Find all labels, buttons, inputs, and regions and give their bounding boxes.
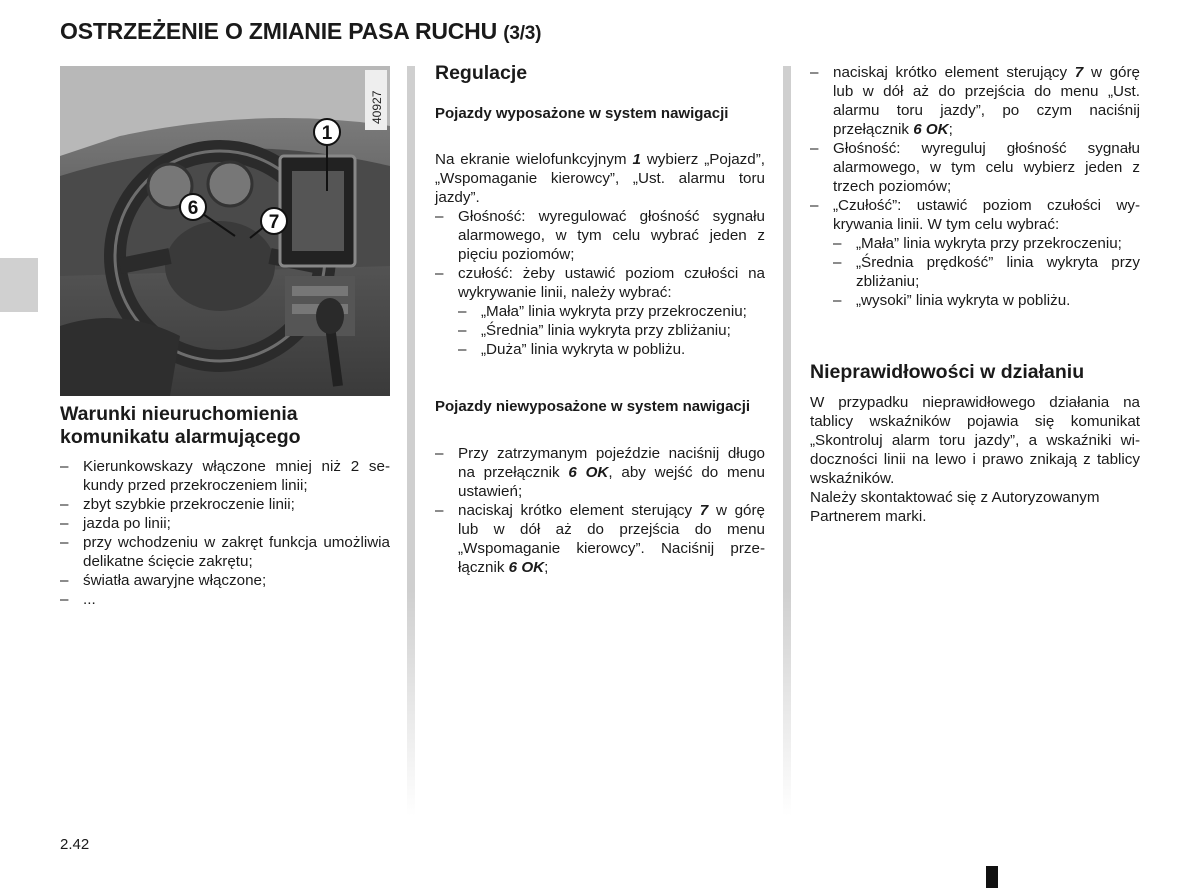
button-ref: 6 OK — [508, 559, 545, 576]
image-code: 40927 — [370, 90, 384, 124]
sublist-item: – „Średnia prędkość” linia wykryta przy zbliżaniu; — [833, 253, 1140, 291]
sensitivity-sublist — [458, 302, 765, 359]
list-item-text: , aby wejść do menu ustawień; — [458, 464, 765, 500]
right-settings-list — [810, 63, 1140, 310]
list-item: – przy wchodzeniu w zakręt funkcja umożliwia delikatne ścięcie zakrętu; — [60, 533, 390, 571]
list-item: – światła awaryjne włączone; — [60, 571, 390, 590]
list-item — [810, 196, 1140, 310]
list-item-text: „Czułość”: ustawić poziom czułości wykrywania linii. W tym celu wybrać: — [833, 197, 1140, 233]
callout-1: 1 — [321, 123, 333, 144]
callout-7: 7 — [268, 212, 280, 233]
nav-settings-list — [435, 207, 765, 359]
page-title-text: OSTRZEŻENIE O ZMIANIE PASA RUCHU — [60, 18, 498, 44]
no-nav-list-wrap — [435, 444, 765, 577]
sensitivity-sublist — [833, 234, 1140, 310]
list-item: – jazda po linii; — [60, 514, 390, 533]
list-item-text: ; — [544, 559, 549, 576]
nav-intro-text: Na ekranie wielofunkcyjnym — [435, 151, 633, 168]
button-ref: 6 OK — [568, 464, 609, 481]
callout-6: 6 — [187, 198, 199, 219]
conditions-list — [60, 457, 390, 609]
list-item-text: w górę lub w dół aż do przejścia do menu „Ust. alarmu toru jazdy”, po czym naciśnij przełącznik — [833, 64, 1140, 138]
nav-intro — [435, 150, 765, 207]
sublist-item: – „wysoki” linia wykryta w pobliżu. — [833, 291, 1140, 310]
nav-intro-text: wybierz „Pojazd”, „Wspomaganie kierowcy”, „Ust. alarmu toru jazdy”. — [435, 151, 765, 206]
no-nav-list — [435, 444, 765, 577]
dashboard-illustration — [60, 66, 390, 396]
nav-list-wrap — [435, 207, 765, 359]
list-item: – ... — [60, 590, 390, 609]
list-item — [435, 501, 765, 577]
page-title — [60, 18, 541, 45]
list-item: – Głośność: wyregulować głośność sygnału alarmowego, w tym celu wybrać jeden z pięciu poziomów; — [435, 207, 765, 264]
page-title-part: (3/3) — [503, 23, 542, 44]
section-heading-regulacje: Regulacje — [435, 62, 528, 84]
subheading-with-nav: Pojazdy wyposażone w system nawigacji — [435, 105, 729, 122]
subheading-without-nav: Pojazdy niewyposażone w system nawigacji — [435, 398, 751, 415]
button-ref: 6 OK — [913, 121, 949, 138]
list-item — [435, 444, 765, 501]
list-item: – zbyt szybkie przekroczenie linii; — [60, 495, 390, 514]
contact-paragraph: Należy skontaktować się z Autoryzowanym Partnerem marki. — [810, 489, 1100, 525]
dashboard-photo — [60, 66, 390, 396]
column-divider — [407, 66, 415, 816]
page-number: 2.42 — [60, 836, 90, 853]
list-item-text: w górę lub w dół aż do przejścia do menu „Wspomaganie kierowcy”. Naciśnij przełącznik — [458, 502, 765, 576]
sublist-item: – „Mała” linia wykryta przy przekroczeniu; — [833, 234, 1140, 253]
section-heading-malfunctions: Nieprawidłowości w działaniu — [810, 361, 1085, 383]
list-item-text: czułość: żeby ustawić poziom czułości na wykrywanie linii, należy wybrać: — [458, 265, 765, 301]
list-item-text: ; — [948, 121, 953, 138]
list-item — [435, 264, 765, 359]
list-item: – Głośność: wyreguluj głośność sygnału alarmowego, w tym celu wybierz jeden z trzech poziomów; — [810, 139, 1140, 196]
list-item-text: Przy zatrzymanym pojeździe naciśnij długo na przełącznik — [458, 445, 765, 481]
malfunction-paragraph: W przypadku nieprawidłowego działania na tablicy wskaźników pojawia się komunikat „Skontroluj alarm toru jazdy”, a wskaźniki widoczności linii na lewo i prawo znikają z tablicy wskaźników. — [810, 394, 1140, 487]
control-ref: 7 — [699, 502, 709, 519]
thumb-index-mark — [986, 866, 998, 888]
left-heading: Warunki nieuruchomienia komunikatu alarmującego — [60, 403, 301, 448]
list-item-text: naciskaj krótko element sterujący — [458, 502, 700, 519]
chapter-tab — [0, 258, 38, 312]
list-item: – Kierunkowskazy włączone mniej niż 2 sekundy przed przekroczeniem linii; — [60, 457, 390, 495]
sublist-item: – „Duża” linia wykryta w pobliżu. — [458, 340, 765, 359]
column-divider — [783, 66, 791, 816]
sublist-item: – „Średnia” linia wykryta przy zbliżaniu; — [458, 321, 765, 340]
list-item — [810, 63, 1140, 139]
ref-number: 1 — [632, 151, 641, 168]
control-ref: 7 — [1074, 64, 1084, 81]
list-item-text: naciskaj krótko element sterujący — [833, 64, 1075, 81]
right-list-wrap — [810, 63, 1140, 310]
left-list-wrap — [60, 457, 390, 609]
sublist-item: – „Mała” linia wykryta przy przekroczeniu; — [458, 302, 765, 321]
